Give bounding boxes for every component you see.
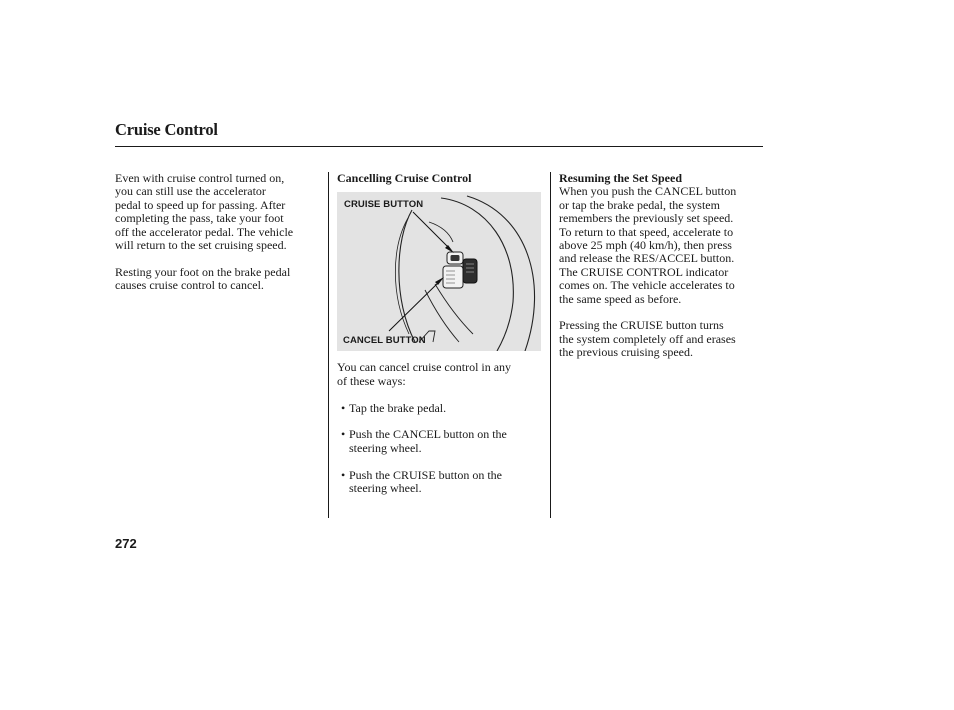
column-middle xyxy=(337,172,543,509)
section-heading-resuming: Resuming the Set Speed xyxy=(559,171,683,185)
page-number: 272 xyxy=(115,536,137,551)
column-divider-right xyxy=(550,172,551,518)
list-item: • Push the CANCEL button on the steering wheel. xyxy=(337,428,543,455)
cancel-button-label: CANCEL BUTTON xyxy=(343,335,426,347)
title-divider xyxy=(115,146,763,147)
steering-wheel-figure xyxy=(337,192,541,351)
column-left xyxy=(115,172,321,293)
paragraph-brake: Resting your foot on the brake pedal causes cruise control to cancel. xyxy=(115,264,291,293)
column-divider-left xyxy=(328,172,329,518)
section-heading-cancelling: Cancelling Cruise Control xyxy=(337,171,472,185)
column-right xyxy=(559,172,765,360)
cancel-methods-list xyxy=(337,402,543,496)
cancel-button-shape xyxy=(463,259,477,283)
cruise-button-label: CRUISE BUTTON xyxy=(344,199,424,211)
paragraph-cancel-intro: You can cancel cruise control in any of these ways: xyxy=(337,360,512,388)
paragraph-resume: When you push the CANCEL button or tap the brake pedal, the system remembers the previously set speed. To return to that speed, accelerate to above 25 mph (40 km/h), then press and release the RES/ACCEL button. The CRUISE CONTROL indicator comes on. The vehicle accelerates to the same speed as before. xyxy=(559,184,737,306)
list-item: • Tap the brake pedal. xyxy=(337,402,543,415)
list-item: • Push the CRUISE button on the steering wheel. xyxy=(337,469,543,496)
paragraph-cruise-off: Pressing the CRUISE button turns the system completely off and erases the previous cruising speed. xyxy=(559,318,736,360)
steering-wheel-illustration xyxy=(337,192,541,351)
set-resume-buttons-shape xyxy=(443,266,463,288)
page-title: Cruise Control xyxy=(115,120,218,139)
paragraph-passing: Even with cruise control turned on, you can still use the accelerator pedal to speed up for passing. After completing the pass, take your foot off the accelerator pedal. The vehicle will return to the set cruising speed. xyxy=(115,171,294,253)
